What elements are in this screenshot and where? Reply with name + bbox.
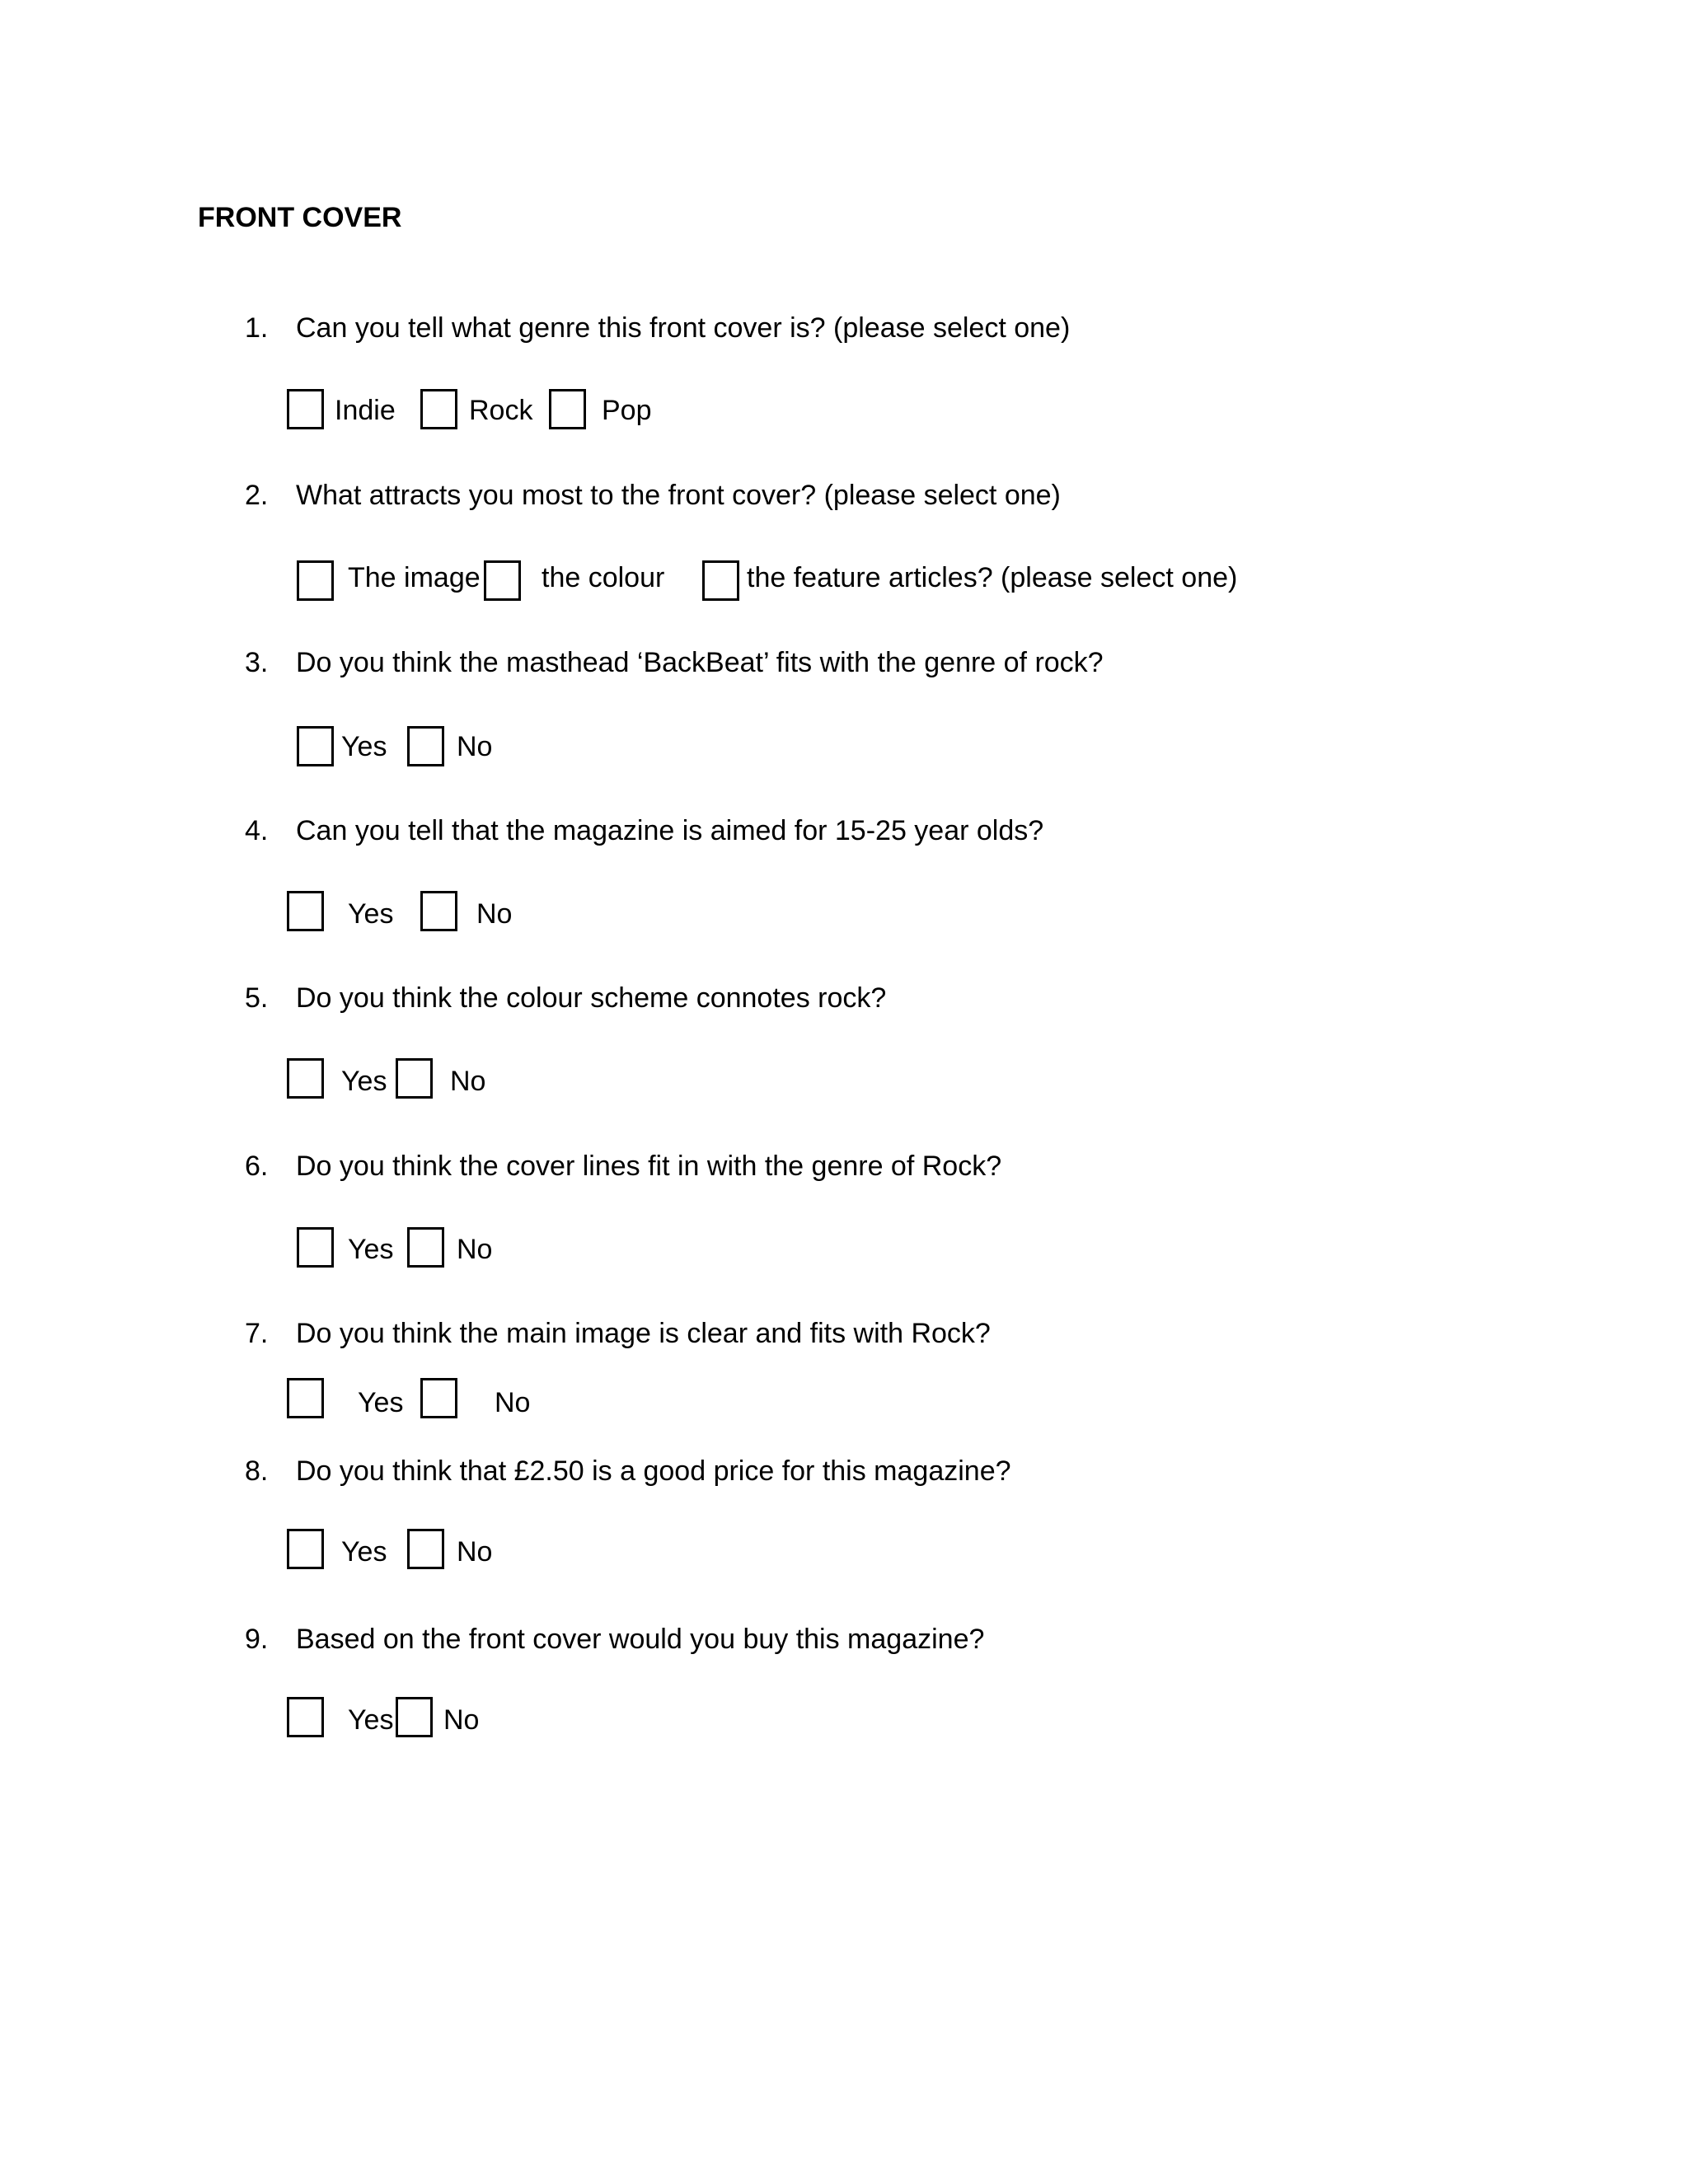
option-label-yes: Yes <box>341 1066 387 1097</box>
option-label-yes: Yes <box>348 898 394 930</box>
option-label-no: No <box>495 1387 531 1418</box>
option-label-no: No <box>476 898 513 930</box>
question-number: 7. <box>245 1318 269 1349</box>
option-label-yes: Yes <box>348 1704 394 1736</box>
checkbox-no[interactable] <box>420 1378 457 1418</box>
option-label-the-image: The image <box>348 562 481 593</box>
option-label-the-colour: the colour <box>542 562 665 593</box>
checkbox-no[interactable] <box>407 1227 444 1268</box>
checkbox-pop[interactable] <box>549 389 586 429</box>
question-text: Do you think the colour scheme connotes rock? <box>296 982 887 1014</box>
checkbox-yes[interactable] <box>297 1227 334 1268</box>
checkbox-yes[interactable] <box>287 1529 324 1569</box>
checkbox-yes[interactable] <box>297 726 334 766</box>
option-label-yes: Yes <box>358 1387 404 1418</box>
question-number: 2. <box>245 480 269 511</box>
option-label-no: No <box>443 1704 480 1736</box>
option-label-yes: Yes <box>341 1536 387 1568</box>
checkbox-yes[interactable] <box>287 1058 324 1099</box>
checkbox-rock[interactable] <box>420 389 457 429</box>
checkbox-indie[interactable] <box>287 389 324 429</box>
question-text: Do you think that £2.50 is a good price for this magazine? <box>296 1455 1011 1487</box>
question-number: 1. <box>245 312 269 344</box>
checkbox-the-colour[interactable] <box>484 560 521 601</box>
option-label-yes: Yes <box>348 1234 394 1265</box>
checkbox-no[interactable] <box>420 891 457 931</box>
option-label-no: No <box>450 1066 486 1097</box>
checkbox-no[interactable] <box>407 726 444 766</box>
checkbox-no[interactable] <box>396 1697 433 1737</box>
question-number: 6. <box>245 1151 269 1182</box>
option-label-no: No <box>457 1536 493 1568</box>
question-text: What attracts you most to the front cover? (please select one) <box>296 480 1061 511</box>
question-number: 8. <box>245 1455 269 1487</box>
option-label-pop: Pop <box>602 395 652 426</box>
question-text: Do you think the main image is clear and fits with Rock? <box>296 1318 991 1349</box>
checkbox-no[interactable] <box>396 1058 433 1099</box>
question-number: 4. <box>245 815 269 846</box>
question-number: 9. <box>245 1624 269 1655</box>
question-text: Can you tell what genre this front cover is? (please select one) <box>296 312 1071 344</box>
option-label-rock: Rock <box>469 395 533 426</box>
question-text: Do you think the cover lines fit in with the genre of Rock? <box>296 1151 1002 1182</box>
question-number: 5. <box>245 982 269 1014</box>
checkbox-yes[interactable] <box>287 891 324 931</box>
page-title: FRONT COVER <box>198 202 402 233</box>
option-label-no: No <box>457 1234 493 1265</box>
question-text: Based on the front cover would you buy this magazine? <box>296 1624 985 1655</box>
option-label-feature-articles: the feature articles? (please select one) <box>747 562 1238 593</box>
question-text: Do you think the masthead ‘BackBeat’ fits with the genre of rock? <box>296 647 1104 678</box>
option-label-no: No <box>457 731 493 762</box>
option-label-yes: Yes <box>341 731 387 762</box>
question-text: Can you tell that the magazine is aimed for 15-25 year olds? <box>296 815 1044 846</box>
question-number: 3. <box>245 647 269 678</box>
option-label-indie: Indie <box>335 395 396 426</box>
checkbox-the-image[interactable] <box>297 560 334 601</box>
checkbox-yes[interactable] <box>287 1697 324 1737</box>
checkbox-yes[interactable] <box>287 1378 324 1418</box>
checkbox-feature-articles[interactable] <box>702 560 739 601</box>
checkbox-no[interactable] <box>407 1529 444 1569</box>
